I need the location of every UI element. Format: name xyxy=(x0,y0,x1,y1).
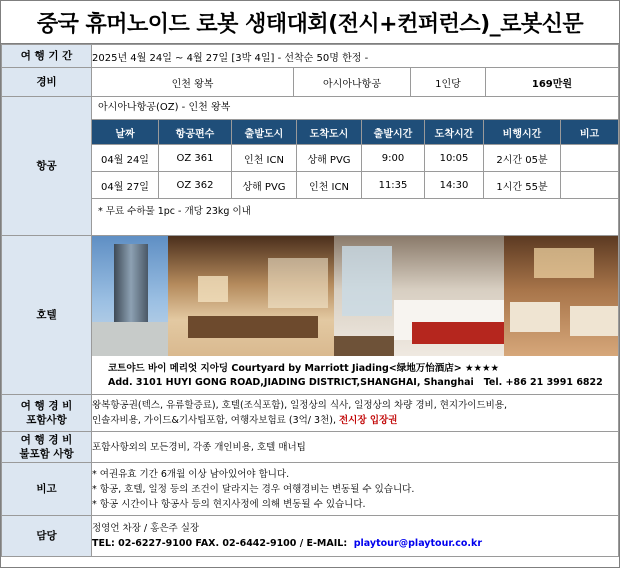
included-label xyxy=(2,395,92,432)
included-label-line2: 포함사항 xyxy=(26,414,67,426)
cost-price: 169만원 xyxy=(486,68,619,96)
included-text xyxy=(92,395,619,432)
flight-header-row xyxy=(92,120,618,145)
hotel-photos xyxy=(92,236,618,356)
cost-label: 경비 xyxy=(2,68,92,97)
included-label-line1: 여 행 경 비 xyxy=(20,400,73,412)
flight-row-from: 인천 ICN xyxy=(232,145,297,172)
remarks-text xyxy=(92,463,619,516)
included-text-line2a: 인솔자비용, 가이드&기사팁포함, 여행자보험료 (3억/ 3천), xyxy=(92,415,339,426)
flight-row-to: 상해 PVG xyxy=(297,145,362,172)
flight-row-note xyxy=(561,172,619,199)
flight-row-note xyxy=(561,145,619,172)
contact-label: 담당 xyxy=(2,516,92,557)
flight-header-from: 출발도시 xyxy=(232,120,297,145)
flight-row-arrival: 14:30 xyxy=(425,172,484,199)
flight-header-duration: 비행시간 xyxy=(484,120,561,145)
flight-row-duration: 1시간 55분 xyxy=(484,172,561,199)
flight-row-date: 04월 27일 xyxy=(92,172,159,199)
flight-label: 항공 xyxy=(2,97,92,236)
flight-header-date: 날짜 xyxy=(92,120,159,145)
remark-line: * 항공, 호텔, 일정 등의 조건이 달라지는 경우 여행경비는 변동될 수 있습니다. xyxy=(92,483,415,495)
contact-email-link[interactable]: playtour@playtour.co.kr xyxy=(353,538,483,549)
flight-row xyxy=(92,172,618,199)
remarks-label: 비고 xyxy=(2,463,92,516)
flight-header-arrival: 도착시간 xyxy=(425,120,484,145)
hotel-restaurant-photo xyxy=(504,236,618,356)
cost-table xyxy=(92,68,618,96)
cost-unit: 1인당 xyxy=(411,68,486,96)
excluded-text: 포함사항외의 모든경비, 각종 개인비용, 호텔 매너팁 xyxy=(92,432,619,463)
flight-row-to: 인천 ICN xyxy=(297,172,362,199)
remark-line: * 항공 시간이나 항공사 등의 현지사정에 의해 변동될 수 있습니다. xyxy=(92,498,366,510)
flight-table xyxy=(92,119,618,199)
flight-header-note: 비고 xyxy=(561,120,619,145)
contact-phones-line xyxy=(92,536,618,551)
itinerary-table xyxy=(1,44,619,557)
flight-header-departure: 출발시간 xyxy=(362,120,425,145)
flight-row-departure: 11:35 xyxy=(362,172,425,199)
included-text-line1: 왕복항공권(텍스, 유류할증료), 호텔(조식포함), 일정상의 식사, 일정상의 차량 경비, 현지가이드비용, xyxy=(92,400,508,411)
flight-row-arrival: 10:05 xyxy=(425,145,484,172)
excluded-label-line2: 불포함 사항 xyxy=(19,448,74,460)
flight-header-to: 도착도시 xyxy=(297,120,362,145)
baggage-note: * 무료 수하물 1pc - 개당 23kg 이내 xyxy=(98,206,251,217)
flight-row-number: OZ 361 xyxy=(159,145,232,172)
cost-airline: 아시아나항공 xyxy=(294,68,411,96)
cost-route: 인천 왕복 xyxy=(92,68,294,96)
flight-summary: 아시아나항공(OZ) - 인천 왕복 xyxy=(98,102,231,113)
contact-names: 정영언 차장 / 홍은주 실장 xyxy=(92,523,200,534)
hotel-address: Add. 3101 HUYI GONG ROAD,JIADING DISTRICT,SHANGHAI, Shanghai xyxy=(108,377,474,388)
hotel-address-line xyxy=(92,374,618,388)
hotel-room-photo xyxy=(334,236,504,356)
flight-row-date: 04월 24일 xyxy=(92,145,159,172)
period-label: 여 행 기 간 xyxy=(2,45,92,68)
hotel-name: 코트야드 바이 메리엇 지아딩 Courtyard by Marriott Jiading<绿地万怡酒店> ★★★★ xyxy=(108,363,500,374)
flight-header-number: 항공편수 xyxy=(159,120,232,145)
remark-line: * 여권유효 기간 6개월 이상 남아있어야 합니다. xyxy=(92,468,290,480)
flight-row-from: 상해 PVG xyxy=(232,172,297,199)
flight-row xyxy=(92,145,618,172)
flight-row-departure: 9:00 xyxy=(362,145,425,172)
included-highlight: 전시장 입장권 xyxy=(339,415,398,426)
flight-row-number: OZ 362 xyxy=(159,172,232,199)
period-value: 2025년 4월 24일 ~ 4월 27일 [3박 4일] - 선착순 50명 한정 - xyxy=(92,45,619,68)
page-title: 중국 휴머노이드 로봇 생태대회(전시+컨퍼런스)_로봇신문 xyxy=(1,1,619,44)
excluded-label-line1: 여 행 경 비 xyxy=(20,434,73,446)
contact-info xyxy=(92,516,619,557)
excluded-label xyxy=(2,432,92,463)
flight-row-duration: 2시간 05분 xyxy=(484,145,561,172)
included-text-line2 xyxy=(92,413,618,428)
contact-phones: TEL: 02-6227-9100 FAX. 02-6442-9100 / E-MAIL: xyxy=(92,538,348,549)
hotel-label: 호텔 xyxy=(2,236,92,395)
hotel-lobby-photo xyxy=(168,236,334,356)
hotel-tel: Tel. +86 21 3991 6822 xyxy=(483,377,603,388)
hotel-exterior-photo xyxy=(92,236,168,356)
